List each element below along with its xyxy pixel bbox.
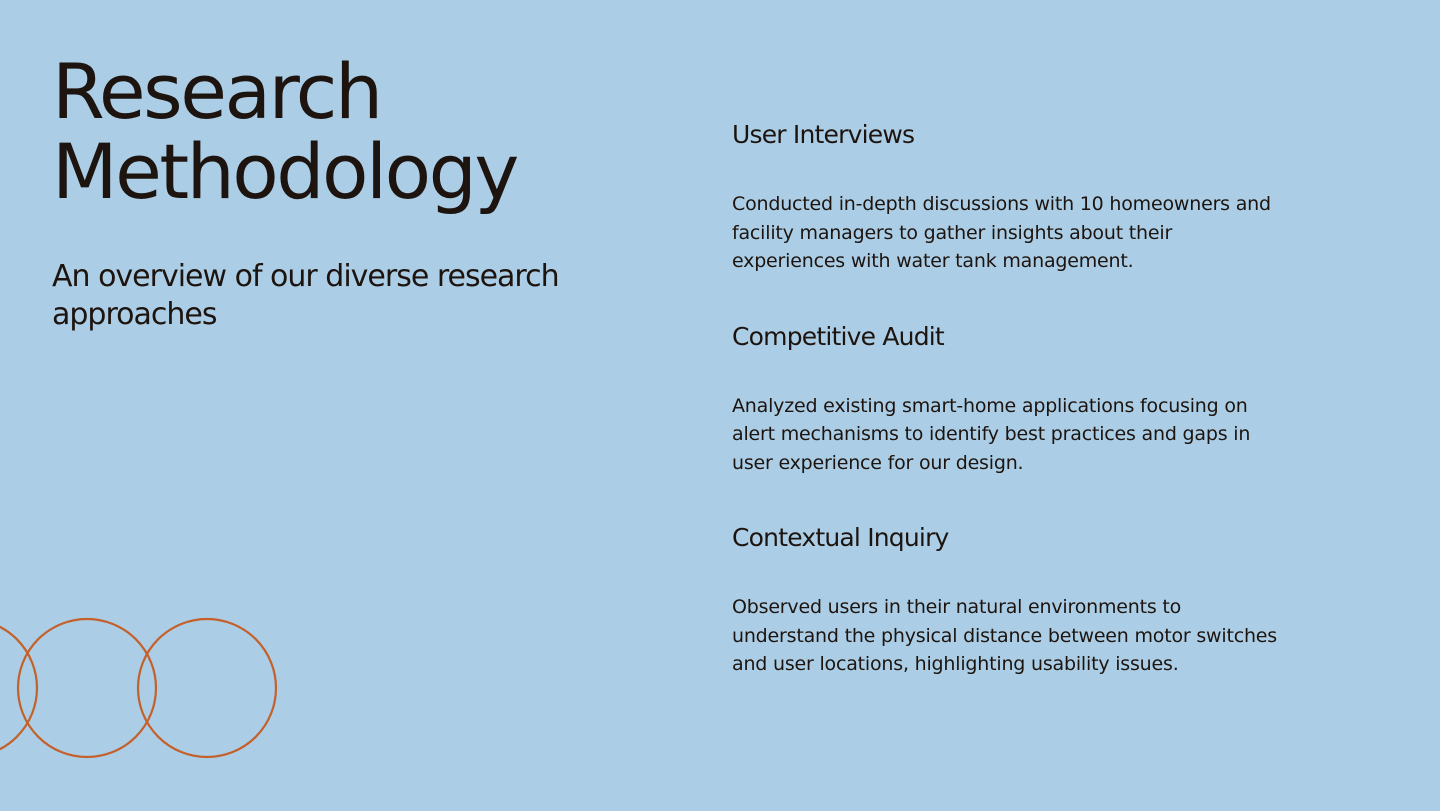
- ring-middle: [18, 619, 156, 757]
- method-description: Analyzed existing smart-home applications focusing on alert mechanisms to identify best practices and gaps in user experience for our design.: [732, 394, 1251, 474]
- method-user-interviews: [732, 118, 1292, 276]
- method-description: Conducted in-depth discussions with 10 homeowners and facility managers to gather insights about their experiences with water tank management.: [732, 193, 1271, 272]
- methods-list: [732, 118, 1292, 679]
- method-heading: Contextual Inquiry: [732, 523, 949, 552]
- method-heading: User Interviews: [732, 120, 915, 149]
- method-description: Observed users in their natural environments to understand the physical distance between motor switches and user locations, highlighting usability issues.: [732, 596, 1277, 675]
- method-contextual-inquiry: [732, 521, 1292, 679]
- page-title: Research Methodology: [52, 47, 517, 216]
- method-competitive-audit: [732, 320, 1292, 478]
- overlapping-rings-icon: [0, 600, 300, 770]
- page-subtitle: An overview of our diverse research approaches: [52, 259, 559, 332]
- method-heading: Competitive Audit: [732, 321, 944, 351]
- title-block: [52, 47, 652, 334]
- ring-right: [138, 619, 276, 757]
